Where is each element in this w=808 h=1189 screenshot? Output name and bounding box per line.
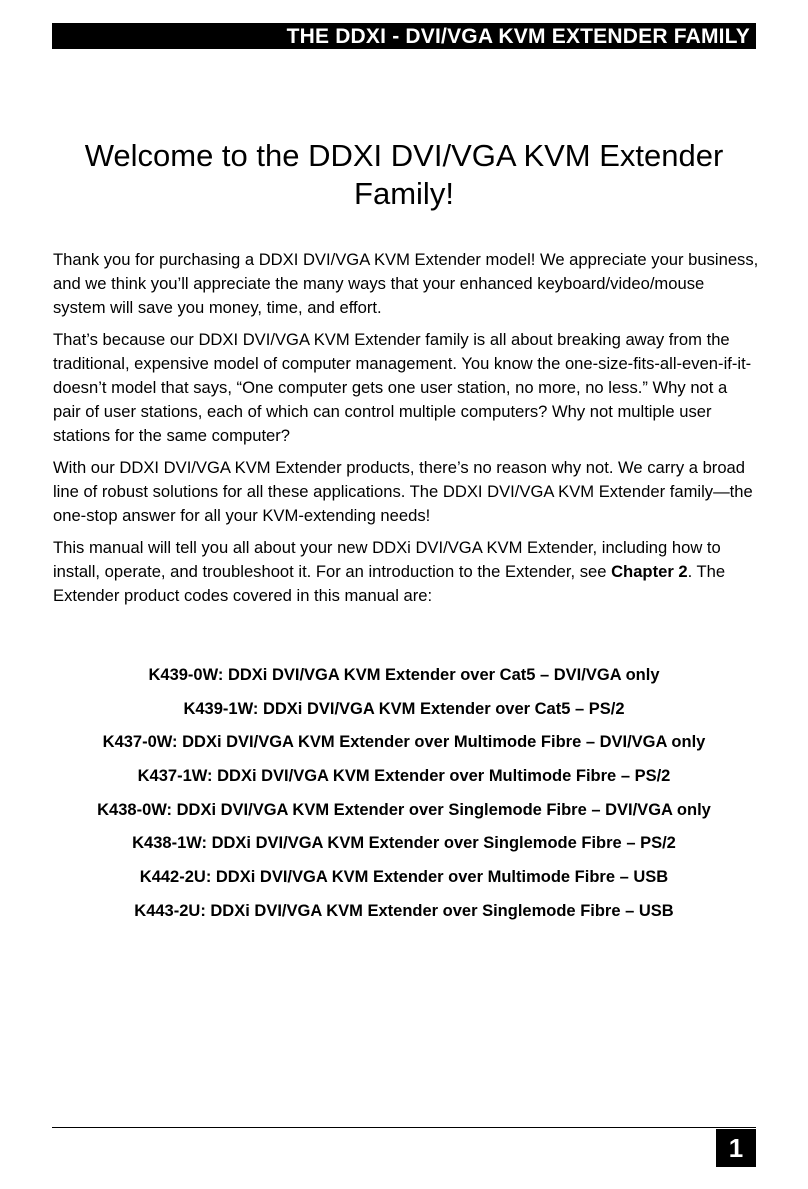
page-title [52,137,756,213]
footer-divider [52,1127,756,1128]
body-text [53,248,759,616]
paragraph-3: With our DDXI DVI/VGA KVM Extender products, there’s no reason why not. We carry a broad line of robust solutions for all these applications. The DDXI DVI/VGA KVM Extender family—the one-stop answer for all your KVM-extending needs! [53,458,753,525]
product-code-item: K443-2U: DDXi DVI/VGA KVM Extender over Singlemode Fibre – USB [134,901,674,920]
page-title-line-1: Welcome to the DDXI DVI/VGA KVM Extender [84,138,724,173]
product-code-item: K438-1W: DDXi DVI/VGA KVM Extender over Singlemode Fibre – PS/2 [132,834,676,853]
product-code-item: K437-0W: DDXi DVI/VGA KVM Extender over Multimode Fibre – DVI/VGA only [102,733,706,752]
paragraph-4-text-end: . The Extender product codes covered in this manual are: [53,562,726,605]
product-code-item: K437-1W: DDXi DVI/VGA KVM Extender over Multimode Fibre – PS/2 [137,767,671,786]
running-header: THE DDXI - DVI/VGA KVM EXTENDER FAMILY [52,23,756,49]
product-code-item: K439-0W: DDXi DVI/VGA KVM Extender over Cat5 – DVI/VGA only [148,666,660,684]
product-code-item: K439-1W: DDXi DVI/VGA KVM Extender over Cat5 – PS/2 [183,699,625,718]
product-code-item: K438-0W: DDXi DVI/VGA KVM Extender over Singlemode Fibre – DVI/VGA only [97,800,711,819]
product-code-list [40,663,768,933]
page-title-line-2: Family! [354,176,454,211]
chapter-reference: Chapter 2 [611,562,688,581]
page-number: 1 [716,1129,756,1167]
paragraph-2: That’s because our DDXI DVI/VGA KVM Extender family is all about breaking away from the traditional, expensive model of computer management. You know the one-size-fits-all-even-if-it-doesn’t model that says, “One computer gets one user station, no more, no less.” Why not a pair of user stations, each of which can control multiple computers? Why not multiple user stations for the same computer? [53,330,752,445]
paragraph-1: Thank you for purchasing a DDXI DVI/VGA KVM Extender model! We appreciate your business, and we think you’ll appreciate the many ways that your enhanced keyboard/video/mouse system will save you money, time, and effort. [53,250,759,317]
paragraph-4 [53,536,759,608]
product-code-item: K442-2U: DDXi DVI/VGA KVM Extender over Multimode Fibre – USB [139,868,669,887]
paragraph-4-text-start: This manual will tell you all about your new DDXi DVI/VGA KVM Extender, including how to install, operate, and troubleshoot it. For an introduction to the Extender, see [53,538,721,581]
